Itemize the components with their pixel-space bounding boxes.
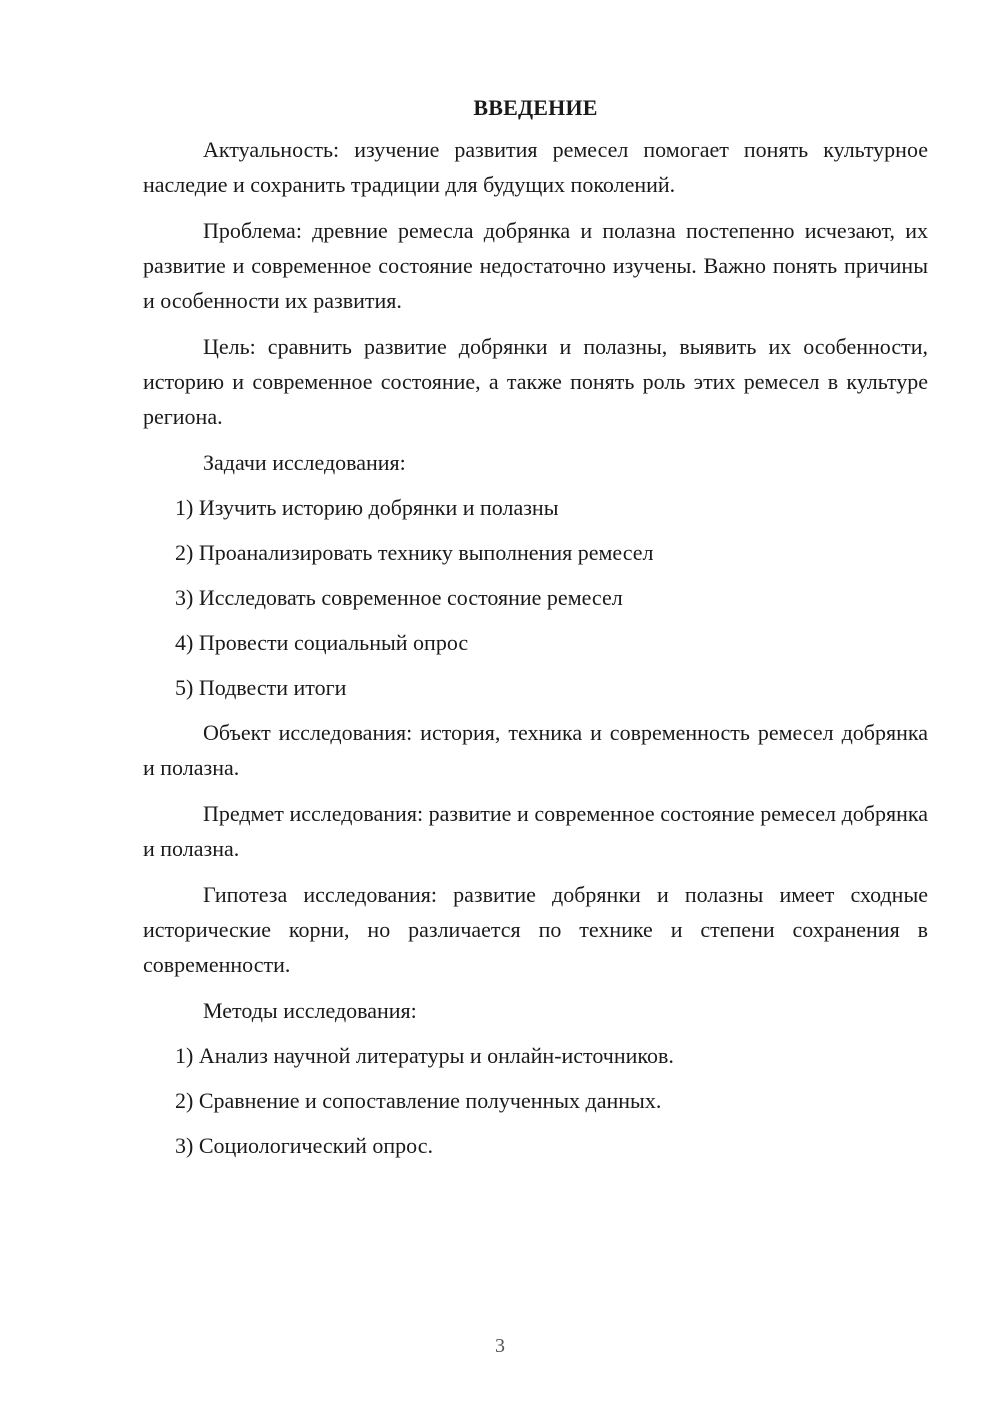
object-paragraph: Объект исследования: история, техника и современность ремесел добрянка и полазна. xyxy=(143,720,928,780)
list-item: 2) Проанализировать технику выполнения ремесел xyxy=(175,540,654,565)
hypothesis-paragraph: Гипотеза исследования: развитие добрянки и полазны имеет сходные исторические корни, но различается по технике и степени сохранения в современности. xyxy=(143,882,928,977)
methods-heading: Методы исследования: xyxy=(203,998,417,1023)
document-body xyxy=(143,90,928,1173)
goal-paragraph: Цель: сравнить развитие добрянки и полазны, выявить их особенности, историю и современное состояние, а также понять роль этих ремесел в культуре региона. xyxy=(143,334,928,429)
list-item: 2) Сравнение и сопоставление полученных данных. xyxy=(175,1088,662,1113)
list-item: 1) Анализ научной литературы и онлайн-источников. xyxy=(175,1043,674,1068)
list-item: 5) Подвести итоги xyxy=(175,675,347,700)
methods-list xyxy=(143,1038,928,1163)
tasks-list xyxy=(143,490,928,705)
page-title: ВВЕДЕНИЕ xyxy=(473,95,598,120)
page-number: 3 xyxy=(495,1335,505,1357)
subject-paragraph: Предмет исследования: развитие и современное состояние ремесел добрянка и полазна. xyxy=(143,801,928,861)
problem-paragraph: Проблема: древние ремесла добрянка и полазна постепенно исчезают, их развитие и современное состояние недостаточно изучены. Важно понять причины и особенности их развития. xyxy=(143,218,928,313)
list-item: 3) Исследовать современное состояние ремесел xyxy=(175,585,623,610)
tasks-heading: Задачи исследования: xyxy=(203,450,406,475)
list-item: 4) Провести социальный опрос xyxy=(175,630,469,655)
list-item: 1) Изучить историю добрянки и полазны xyxy=(175,495,559,520)
list-item: 3) Социологический опрос. xyxy=(175,1133,433,1158)
relevance-paragraph: Актуальность: изучение развития ремесел помогает понять культурное наследие и сохранить традиции для будущих поколений. xyxy=(143,137,928,197)
